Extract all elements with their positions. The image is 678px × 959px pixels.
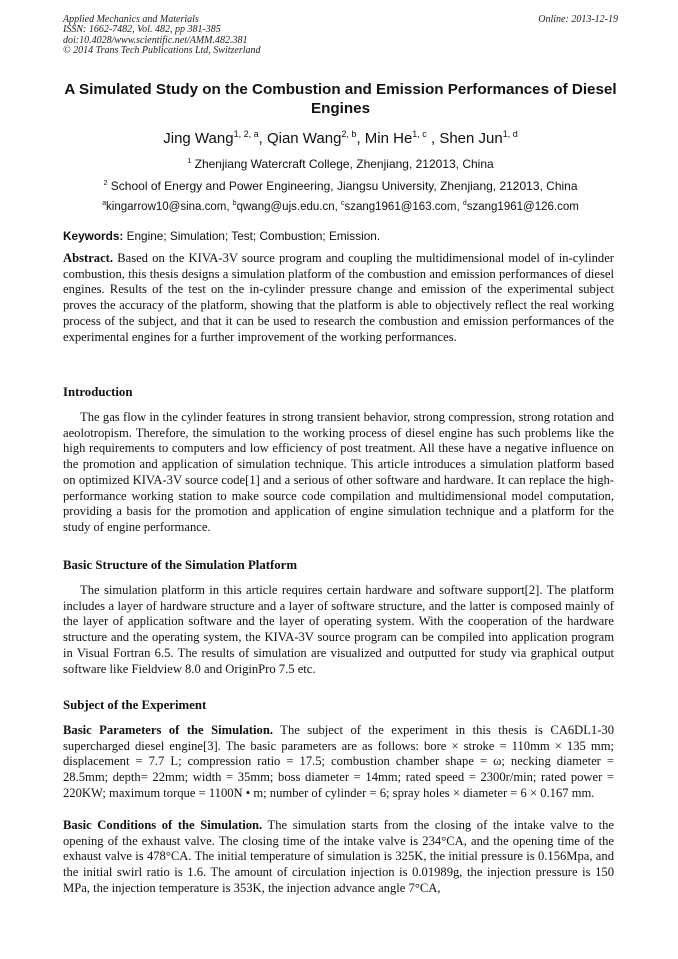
parameters-label: Basic Parameters of the Simulation.	[63, 723, 274, 737]
affiliation-1	[63, 157, 618, 171]
author-name: Min He	[364, 130, 413, 147]
email-mark: a	[102, 200, 107, 208]
author-name: Shen Jun	[439, 130, 503, 147]
keywords-label: Keywords:	[63, 229, 124, 243]
author-name: Jing Wang	[163, 130, 234, 147]
paper-title: A Simulated Study on the Combustion and Emission Performances of Diesel Engines	[64, 81, 617, 117]
author-separator: ,	[356, 130, 365, 147]
journal-copyright: © 2014 Trans Tech Publications Ltd, Switzerland	[63, 44, 261, 56]
affiliation-2	[63, 179, 618, 193]
journal-name: Applied Mechanics and Materials	[63, 14, 199, 25]
author-name: Qian Wang	[266, 130, 342, 147]
abstract-text: Based on the KIVA-3V source program and coupling the multidimensional model of in-cylinder combustion, this thesis designs a simulation platform of the combustion and emission performances of diesel engines. Results of the test on the in-cylinder pressure change and emission of the experimental subject proves the accuracy of the platform, showing that the platform is able to objectively reflect the real working process of the subject, and that it can be used to research the combustion and emission performances of the experimental engines for a further improvement of the working performances.	[63, 251, 614, 344]
abstract	[63, 251, 614, 345]
online-date: Online: 2013-12-19	[538, 14, 618, 25]
affiliation-text: Zhenjiang Watercraft College, Zhenjiang, 212013, China	[194, 157, 494, 171]
email-mark: d	[462, 200, 467, 208]
email-mark: b	[232, 200, 237, 208]
author-affiliation-mark: 1, 2, a	[233, 129, 259, 139]
author-affiliation-mark: 1, c	[412, 129, 427, 139]
abstract-label: Abstract.	[63, 251, 114, 265]
author-list	[63, 130, 618, 148]
email-link[interactable]: szang1961@126.com	[466, 201, 579, 213]
keywords	[63, 229, 618, 243]
journal-header	[63, 15, 618, 56]
parameters-text: The subject of the experiment in this thesis is CA6DL1-30 supercharged diesel engine[3]. The basic parameters are as follows: bore × stroke = 110mm × 135 mm; displacement = 7.7 L; compression ratio = 17.5; combustion chamber shape = ω; necking diameter = 28.5mm; depth= 22mm; width = 35mm; boss diameter = 14mm; rated speed = 2300r/min; rated power = 220KW; maximum torque = 1100N • m; number of cylinder = 6; spray holes × diameter = 6 × 0.167 mm.	[63, 723, 614, 800]
email-mark: c	[341, 200, 345, 208]
section-heading-structure: Basic Structure of the Simulation Platform	[63, 558, 297, 572]
email-link[interactable]: szang1961@163.com,	[344, 201, 460, 213]
conditions-label: Basic Conditions of the Simulation.	[63, 818, 263, 832]
journal-doi: doi:10.4028/www.scientific.net/AMM.482.381	[63, 34, 248, 46]
keywords-text: Engine; Simulation; Test; Combustion; Emission.	[123, 229, 381, 243]
conditions-paragraph	[63, 818, 614, 897]
conditions-text: The simulation starts from the closing of the intake valve to the opening of the exhaust valve. The closing time of the intake valve is 234°CA, and the opening time of the exhaust valve is 478°CA. The initial temperature of simulation is 325K, the initial pressure is 0.156Mpa, and the initial swirl ratio is 1.6. The amount of circulation injection is 0.01989g, the injection pressure is 150 MPa, the injection temperature is 353K, the injection advance angle 7°CA,	[63, 818, 614, 895]
parameters-paragraph	[63, 723, 614, 802]
section-heading-introduction: Introduction	[63, 385, 133, 399]
email-link[interactable]: kingarrow10@sina.com,	[106, 201, 230, 213]
author-affiliation-mark: 1, d	[502, 129, 518, 139]
email-link[interactable]: qwang@ujs.edu.cn,	[236, 201, 338, 213]
structure-paragraph: The simulation platform in this article requires certain hardware and software support[2]. The platform includes a layer of hardware structure and a layer of software structure, and the latter is composed mainly of the layer of application software and the layer of operating system. With the cooperation of the hardware structure and the operating system, the KIVA-3V source program can be compiled into application program in Visual Fortran 6.5. The results of simulation are visualized and outputted for study via graphical output software like Fieldview 8.0 and OriginPro 7.5 etc.	[63, 583, 614, 676]
affiliation-mark: 1	[187, 156, 192, 165]
affiliation-text: School of Energy and Power Engineering, Jiangsu University, Zhenjiang, 212013, China	[110, 179, 578, 193]
author-affiliation-mark: 2, b	[341, 129, 357, 139]
introduction-paragraph: The gas flow in the cylinder features in strong transient behavior, strong compression, strong rotation and aeolotropism. Therefore, the simulation to the working process of diesel engine has such problems like the high requirements to computers and low efficiency of post treatment. All these have a negative influence on the promotion and application of simulation technique. This article introduces a simulation platform based on optimized KIVA-3V source code[1] and a serious of other software and hardware. It can replace the high-performance working station to make source code compilation and multidimensional model computation, providing a basis for the promotion and application of engine simulation technique and a platform for the study of engine performance.	[63, 410, 614, 534]
journal-issn: ISSN: 1662-7482, Vol. 482, pp 381-385	[63, 24, 221, 36]
author-separator: ,	[430, 130, 440, 147]
author-separator: ,	[258, 130, 267, 147]
section-heading-subject: Subject of the Experiment	[63, 698, 207, 712]
affiliation-mark: 2	[103, 178, 108, 187]
email-list	[63, 200, 618, 214]
